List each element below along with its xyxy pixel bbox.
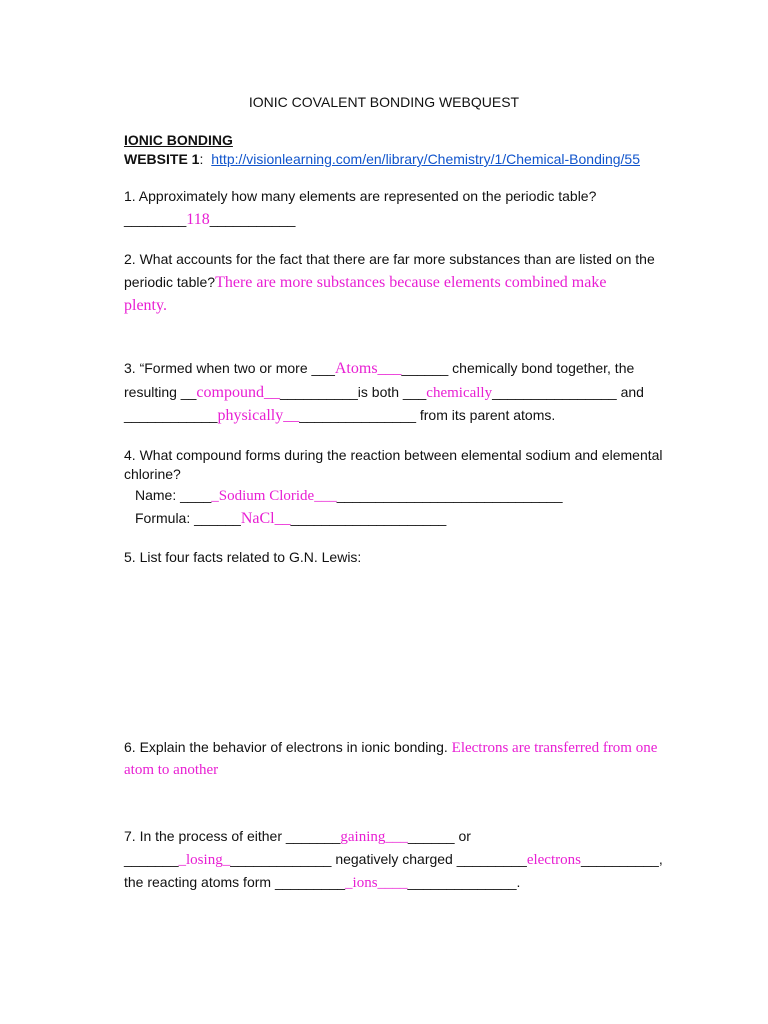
question-6-text: 6. Explain the behavior of electrons in ionic bonding. [124,739,452,755]
name-blank: _____________________________ [336,487,563,503]
question-3-line-3 [124,405,555,426]
question-7-line-3 [124,872,520,893]
question-4-formula-row [135,508,446,529]
q3-text-c: resulting __ [124,384,197,400]
question-4-line-2: chlorine? [124,466,181,482]
answer-4-name: _Sodium Cloride___ [211,488,337,504]
q3-text-g: _______________ from its parent atoms. [299,407,556,423]
answer-3-atoms-underscore: ___ [377,360,402,377]
q7-text-a: 7. In the process of either _______ [124,828,341,844]
answer-7-losing: _losing_ [178,852,231,868]
q3-text-and: and [616,384,644,400]
q7-text-d: _____________ negatively charged _________ [230,851,527,867]
answer-3-compound-underscore: __ [263,384,280,401]
answer-7-electrons: electrons [526,852,581,868]
answer-6-part-2: atom to another [124,762,219,778]
q7-text-c: _______ [124,851,179,867]
formula-blank: ____________________ [290,510,447,526]
answer-3-atoms: Atoms [334,360,378,377]
q3-text-e: ________________ [492,384,617,400]
q7-text-f: the reacting atoms form _________ [124,874,346,890]
answer-1: 118 [186,211,210,228]
question-3-line-2 [124,382,644,403]
q3-text-d: __________is both ___ [279,384,427,400]
answer-7-gaining: gaining [340,829,386,845]
website-label: WEBSITE 1 [124,151,200,167]
answer-1-row [124,209,295,230]
question-2-prefix: periodic table? [124,274,216,290]
question-2-line-2 [124,272,606,293]
question-7-line-2 [124,849,663,870]
q7-text-b: ______ or [407,828,471,844]
question-1: 1. Approximately how many elements are represented on the periodic table? [124,188,597,204]
answer-1-blank-before: ________ [124,211,187,227]
answer-3-physically: physically [217,407,284,424]
name-label: Name: ____ [135,487,212,503]
answer-4-formula: NaCl [240,510,275,527]
section-heading: IONIC BONDING [124,132,233,148]
answer-7-gaining-underscore: ___ [385,829,408,845]
website-row [124,149,640,169]
question-7-line-1 [124,826,471,847]
question-3-line-1 [124,358,634,379]
question-6-line-1 [124,737,657,758]
answer-3-compound: compound [196,384,264,401]
question-4-name-row [135,485,563,506]
q3-text-f: ____________ [124,407,218,423]
answer-4-formula-underscore: __ [274,510,291,527]
question-2-line-1: 2. What accounts for the fact that there are far more substances than are listed on the [124,251,655,267]
answer-7-ions: _ions____ [345,875,408,891]
website-link[interactable]: http://visionlearning.com/en/library/Chemistry/1/Chemical-Bonding/55 [211,151,640,167]
website-colon: : [199,151,204,167]
question-4-line-1: 4. What compound forms during the reaction between elemental sodium and elemental [124,447,663,463]
q3-text-b: ______ chemically bond together, the [401,360,635,376]
answer-3-physically-underscore: __ [283,407,300,424]
q7-text-g: ______________. [407,874,521,890]
answer-1-blank-after: ___________ [209,211,296,227]
formula-label: Formula: ______ [135,510,241,526]
question-5: 5. List four facts related to G.N. Lewis: [124,549,362,565]
q7-text-e: __________, [580,851,663,867]
q3-text-a: 3. “Formed when two or more ___ [124,360,335,376]
page-title: IONIC COVALENT BONDING WEBQUEST [248,94,520,110]
answer-6-part-1: Electrons are transferred from one [451,740,658,756]
answer-2-part-1: There are more substances because elements combined make [215,274,607,291]
answer-2-part-2: plenty. [124,297,167,314]
answer-3-chemically: chemically [426,385,493,401]
